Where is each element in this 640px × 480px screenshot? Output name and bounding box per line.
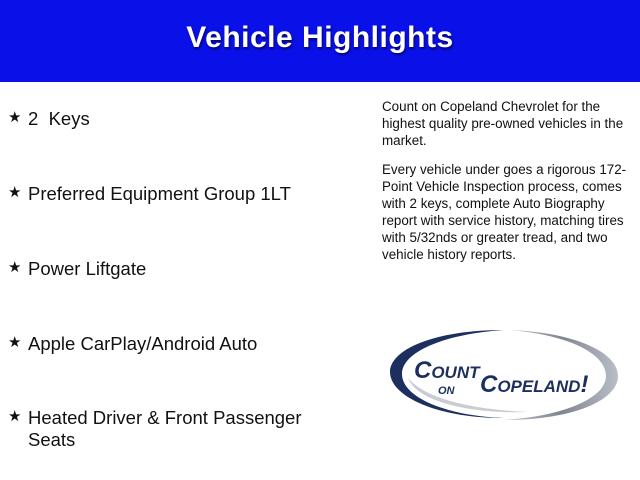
logo-text-on: on (438, 381, 455, 398)
dealer-info (382, 98, 630, 275)
feature-item (8, 258, 338, 280)
feature-item (8, 108, 338, 130)
feature-item (8, 407, 338, 451)
logo-text-count: Count (414, 357, 480, 384)
star-icon: ★ (8, 184, 22, 201)
logo-graphic (388, 326, 620, 424)
page-title: Vehicle Highlights (186, 21, 454, 54)
header-banner (0, 0, 640, 82)
info-paragraph: Count on Copeland Chevrolet for the highest quality pre-owned vehicles in the market. (382, 99, 624, 148)
feature-item (8, 183, 338, 205)
star-icon: ★ (8, 334, 22, 351)
star-icon: ★ (8, 259, 22, 276)
feature-item (8, 333, 338, 355)
star-icon: ★ (8, 408, 22, 425)
feature-text: Heated Driver & Front Passenger Seats (28, 407, 302, 450)
count-on-copeland-logo (388, 326, 620, 424)
feature-text: 2 Keys (28, 108, 90, 129)
feature-text: Preferred Equipment Group 1LT (28, 183, 291, 204)
star-icon: ★ (8, 109, 22, 126)
feature-text: Power Liftgate (28, 258, 147, 279)
logo-text-copeland: Copeland! (480, 371, 589, 398)
feature-text: Apple CarPlay/Android Auto (28, 333, 258, 354)
info-paragraph: Every vehicle under goes a rigorous 172-Point Vehicle Inspection process, comes with 2 keys, complete Auto Biography report with service history, matching tires with 5/32nds or greater tread, and two vehicle history reports. (382, 162, 627, 262)
